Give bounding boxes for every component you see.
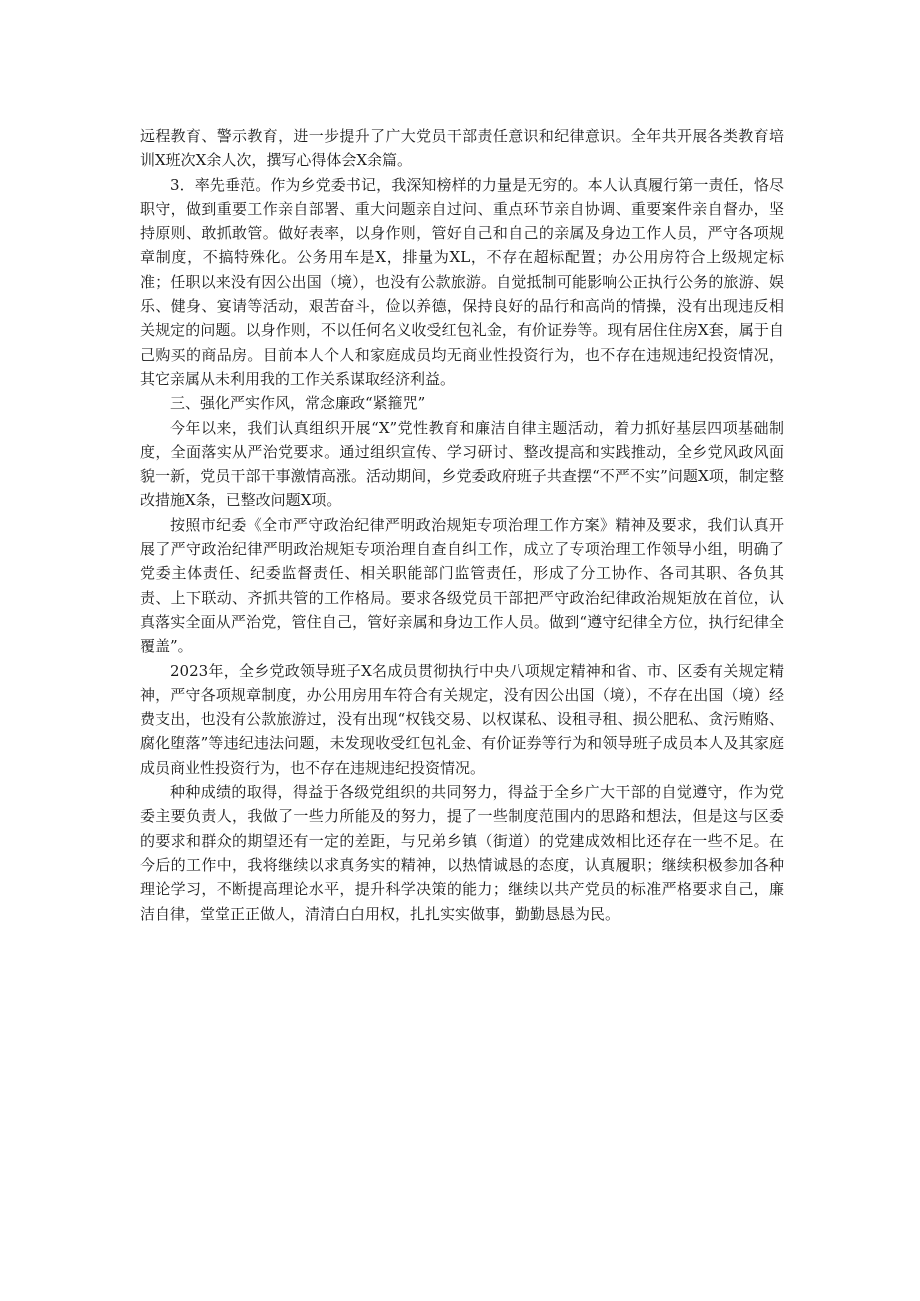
paragraph-2023-compliance: 2023年，全乡党政领导班子X名成员贯彻执行中央八项规定精神和省、市、区委有关规定精神，严守各项规章制度，办公用房用车符合有关规定，没有因公出国（境），不存在出国（境）经费支出，也没有公款旅游过，没有出现“权钱交易、以权谋私、设租寻租、损公肥私、贪污贿赂、腐化堕落”等违纪违法问题，未发现收受红包礼金、有价证券等行为和领导班子成员本人及其家庭成员商业性投资行为，也不存在违规违纪投资情况。 [140, 661, 784, 777]
paragraph-continuation: 远程教育、警示教育，进一步提升了广大党员干部责任意识和纪律意识。全年共开展各类教育培训X班次X余人次，撰写心得体会X余篇。 [140, 127, 784, 170]
paragraph-lead-by-example: 3．率先垂范。作为乡党委书记，我深知榜样的力量是无穷的。本人认真履行第一责任，恪尽职守，做到重要工作亲自部署、重大问题亲自过问、重点环节亲自协调、重要案件亲自督办，坚持原则、敢抓敢管。做好表率，以身作则，管好自己和自己的亲属及身边工作人员，严守各项规章制度，不搞特殊化。公务用车是X，排量为XL，不存在超标配置；办公用房符合上级规定标准；任职以来没有因公出国（境），也没有公款旅游。自觉抵制可能影响公正执行公务的旅游、娱乐、健身、宴请等活动，艰苦奋斗，俭以养德，保持良好的品行和高尚的情操，没有出现违反相关规定的问题。以身作则，不以任何名义收受红包礼金，有价证券等。现有居住住房X套，属于自己购买的商品房。目前本人个人和家庭成员均无商业性投资行为，也不存在违规违纪投资情况，其它亲属从未利用我的工作关系谋取经济利益。 [140, 175, 784, 388]
section-heading: 三、强化严实作风，常念廉政“紧箍咒” [170, 394, 426, 413]
paragraph-discipline-governance: 按照市纪委《全市严守政治纪律严明政治规矩专项治理工作方案》精神及要求，我们认真开展了严守政治纪律严明政治规矩专项治理自查自纠工作，成立了专项治理工作领导小组，明确了党委主体责任、纪委监督责任、相关职能部门监管责任，形成了分工协作、各司其职、各负其责、上下联动、齐抓共管的工作格局。要求各级党员干部把严守政治纪律政治规矩放在首位，认真落实全面从严治党，管住自己，管好亲属和身边工作人员。做到“遵守纪律全方位，执行纪律全覆盖”。 [140, 515, 784, 656]
document-body [140, 124, 784, 926]
paragraph-conclusion: 种种成绩的取得，得益于各级党组织的共同努力，得益于全乡广大干部的自觉遵守，作为党委主要负责人，我做了一些力所能及的努力，提了一些制度范围内的思路和想法，但是这与区委的要求和群众的期望还有一定的差距，与兄弟乡镇（街道）的党建成效相比还存在一些不足。在今后的工作中，我将继续以求真务实的精神，以热情诚恳的态度，认真履职；继续积极参加各种理论学习，不断提高理论水平，提升科学决策的能力；继续以共产党员的标准严格要求自己，廉洁自律，堂堂正正做人，清清白白用权，扎扎实实做事，勤勤恳恳为民。 [140, 783, 784, 923]
paragraph-education-activity: 今年以来，我们认真组织开展“X”党性教育和廉洁自律主题活动，着力抓好基层四项基础制度，全面落实从严治党要求。通过组织宣传、学习研讨、整改提高和实践推动，全乡党风政风面貌一新，党员干部干事激情高涨。活动期间，乡党委政府班子共查摆“不严不实”问题X项，制定整改措施X条，已整改问题X项。 [140, 418, 784, 510]
